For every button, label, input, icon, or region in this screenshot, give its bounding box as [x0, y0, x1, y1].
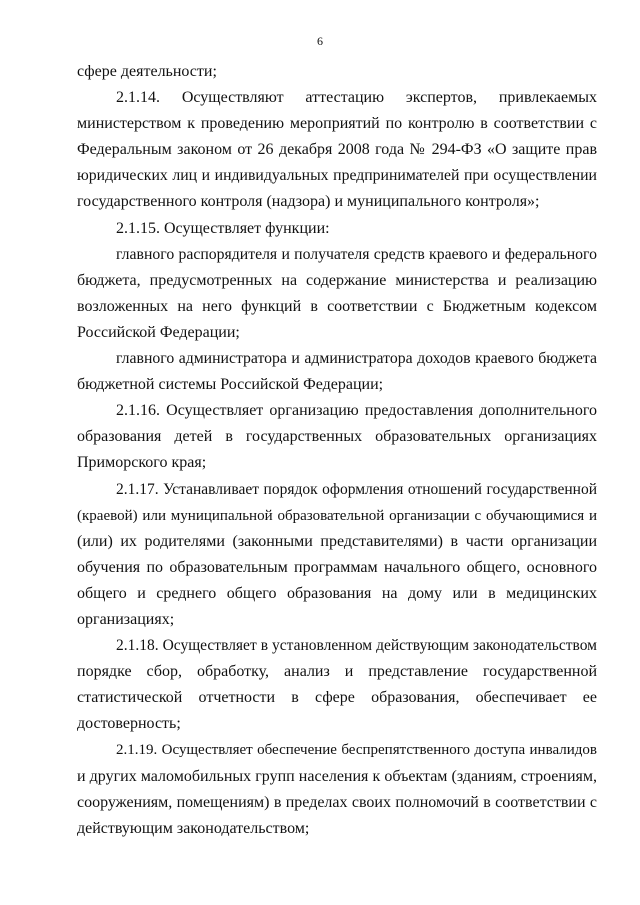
text-line: статистической отчетности в сфере образования, обеспечивает ее — [77, 689, 597, 707]
text-line: министерством к проведению мероприятий по контролю в соответствии с — [77, 115, 597, 133]
text-line: действующим законодательством; — [77, 819, 310, 837]
text-line: главного администратора и администратора доходов краевого бюджета — [116, 350, 597, 368]
text-line: 2.1.14. Осуществляют аттестацию экспертов, привлекаемых — [116, 89, 597, 107]
text-line: 2.1.15. Осуществляет функции: — [116, 219, 330, 237]
text-line: достоверность; — [77, 715, 181, 733]
text-line: юридических лиц и индивидуальных предпринимателей при осуществлении — [77, 167, 597, 185]
text-line: организациях; — [77, 610, 175, 628]
text-line: 2.1.19. Осуществляет обеспечение беспрепятственного доступа инвалидов — [116, 742, 597, 759]
text-line: сфере деятельности; — [77, 63, 217, 80]
text-line: сооружениям, помещениям) в пределах своих полномочий в соответствии с — [77, 793, 597, 811]
text-line: и других маломобильных групп населения к объектам (зданиям, строениям, — [77, 767, 597, 785]
text-line: (краевой) или муниципальной образовательной организации с обучающимися и — [77, 507, 597, 524]
document-body — [77, 59, 597, 842]
text-line: (или) их родителями (законными представителями) в части организации — [77, 532, 597, 550]
text-line: Приморского края; — [77, 454, 207, 472]
text-line: бюджета, предусмотренных на содержание министерства и реализацию — [77, 271, 597, 289]
text-line: 2.1.16. Осуществляет организацию предоставления дополнительного — [116, 402, 597, 420]
text-line: обучения по образовательным программам начального общего, основного — [77, 558, 597, 576]
text-line: Российской Федерации; — [77, 323, 240, 341]
text-line: образования детей в государственных образовательных организациях — [77, 428, 597, 446]
text-line: 2.1.18. Осуществляет в установленном действующим законодательством — [116, 637, 597, 655]
text-line: главного распорядителя и получателя средств краевого и федерального — [116, 245, 597, 263]
page-number: 6 — [317, 34, 323, 48]
text-line: бюджетной системы Российской Федерации; — [77, 376, 384, 394]
text-line: общего и среднего общего образования на дому или в медицинских — [77, 584, 597, 602]
text-line: 2.1.17. Устанавливает порядок оформления отношений государственной — [116, 480, 597, 498]
text-line: возложенных на него функций в соответствии с Бюджетным кодексом — [77, 297, 597, 315]
text-line: порядке сбор, обработку, анализ и представление государственной — [77, 663, 597, 681]
text-line: государственного контроля (надзора) и муниципального контроля»; — [77, 193, 540, 211]
text-line: Федеральным законом от 26 декабря 2008 года № 294-ФЗ «О защите прав — [77, 141, 597, 159]
